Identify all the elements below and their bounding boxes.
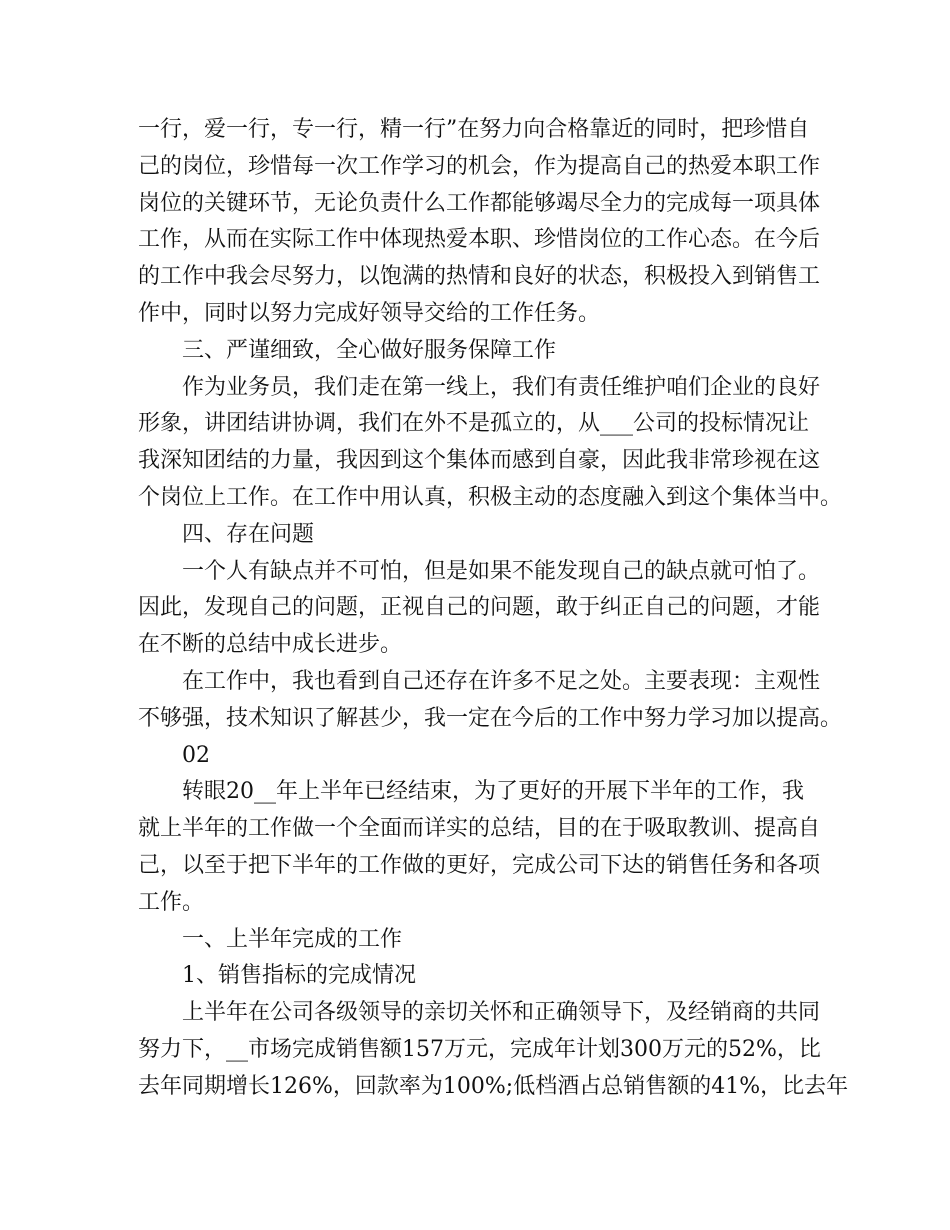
- body-line: 己，以至于把下半年的工作做的更好，完成公司下达的销售任务和各项: [138, 852, 821, 878]
- body-line: 的工作中我会尽努力，以饱满的热情和良好的状态，积极投入到销售工: [138, 264, 821, 290]
- document-body: [138, 112, 849, 1106]
- subsection-heading: 1、销售指标的完成情况: [182, 963, 416, 989]
- body-line: 工作，从而在实际工作中体现热爱本职、珍惜岗位的工作心态。在今后: [138, 227, 821, 253]
- section-heading: 四、存在问题: [182, 521, 315, 547]
- body-line: 因此，发现自己的问题，正视自己的问题，敢于纠正自己的问题，才能: [138, 595, 821, 621]
- body-line: 一行，爱一行，专一行，精一行”在努力向合格靠近的同时，把珍惜自: [138, 117, 810, 142]
- body-line: 我深知团结的力量，我因到这个集体而感到自豪，因此我非常珍视在这: [138, 448, 821, 474]
- body-line: 己的岗位，珍惜每一次工作学习的机会，作为提高自己的热爱本职工作: [138, 153, 821, 179]
- body-line: 就上半年的工作做一个全面而详实的总结，目的在于吸取教训、提高自: [138, 816, 821, 842]
- body-line: 作中，同时以努力完成好领导交给的工作任务。: [138, 300, 601, 326]
- body-line: 去年同期增长126%，回款率为100%;低档酒占总销售额的41%，比去年: [138, 1073, 849, 1099]
- body-line: 在不断的总结中成长进步。: [138, 632, 403, 658]
- section-heading: 三、严谨细致，全心做好服务保障工作: [182, 337, 557, 363]
- body-line: 形象，讲团结讲协调，我们在外不是孤立的，从___公司的投标情况让: [138, 411, 810, 437]
- paragraph-start-line: 在工作中，我也看到自己还存在许多不足之处。主要表现：主观性: [182, 668, 821, 694]
- body-line: 努力下，__市场完成销售额157万元，完成年计划300万元的52%，比: [138, 1036, 821, 1062]
- body-line: 岗位的关键环节，无论负责什么工作都能够竭尽全力的完成每一项具体: [138, 190, 821, 216]
- paragraph-start-line: 一个人有缺点并不可怕，但是如果不能发现自己的缺点就可怕了。: [182, 558, 821, 584]
- paragraph-start-line: 作为业务员，我们走在第一线上，我们有责任维护咱们企业的良好: [182, 374, 821, 400]
- body-line: 个岗位上工作。在工作中用认真，积极主动的态度融入到这个集体当中。: [138, 484, 843, 510]
- section-number: 02: [182, 742, 210, 768]
- paragraph-start-line: 上半年在公司各级领导的亲切关怀和正确领导下，及经销商的共同: [182, 1000, 821, 1026]
- body-line: 工作。: [138, 889, 205, 915]
- section-heading: 一、上半年完成的工作: [182, 926, 403, 952]
- paragraph-start-line: 转眼20__年上半年已经结束，为了更好的开展下半年的工作，我: [182, 779, 804, 805]
- body-line: 不够强，技术知识了解甚少，我一定在今后的工作中努力学习加以提高。: [138, 705, 843, 731]
